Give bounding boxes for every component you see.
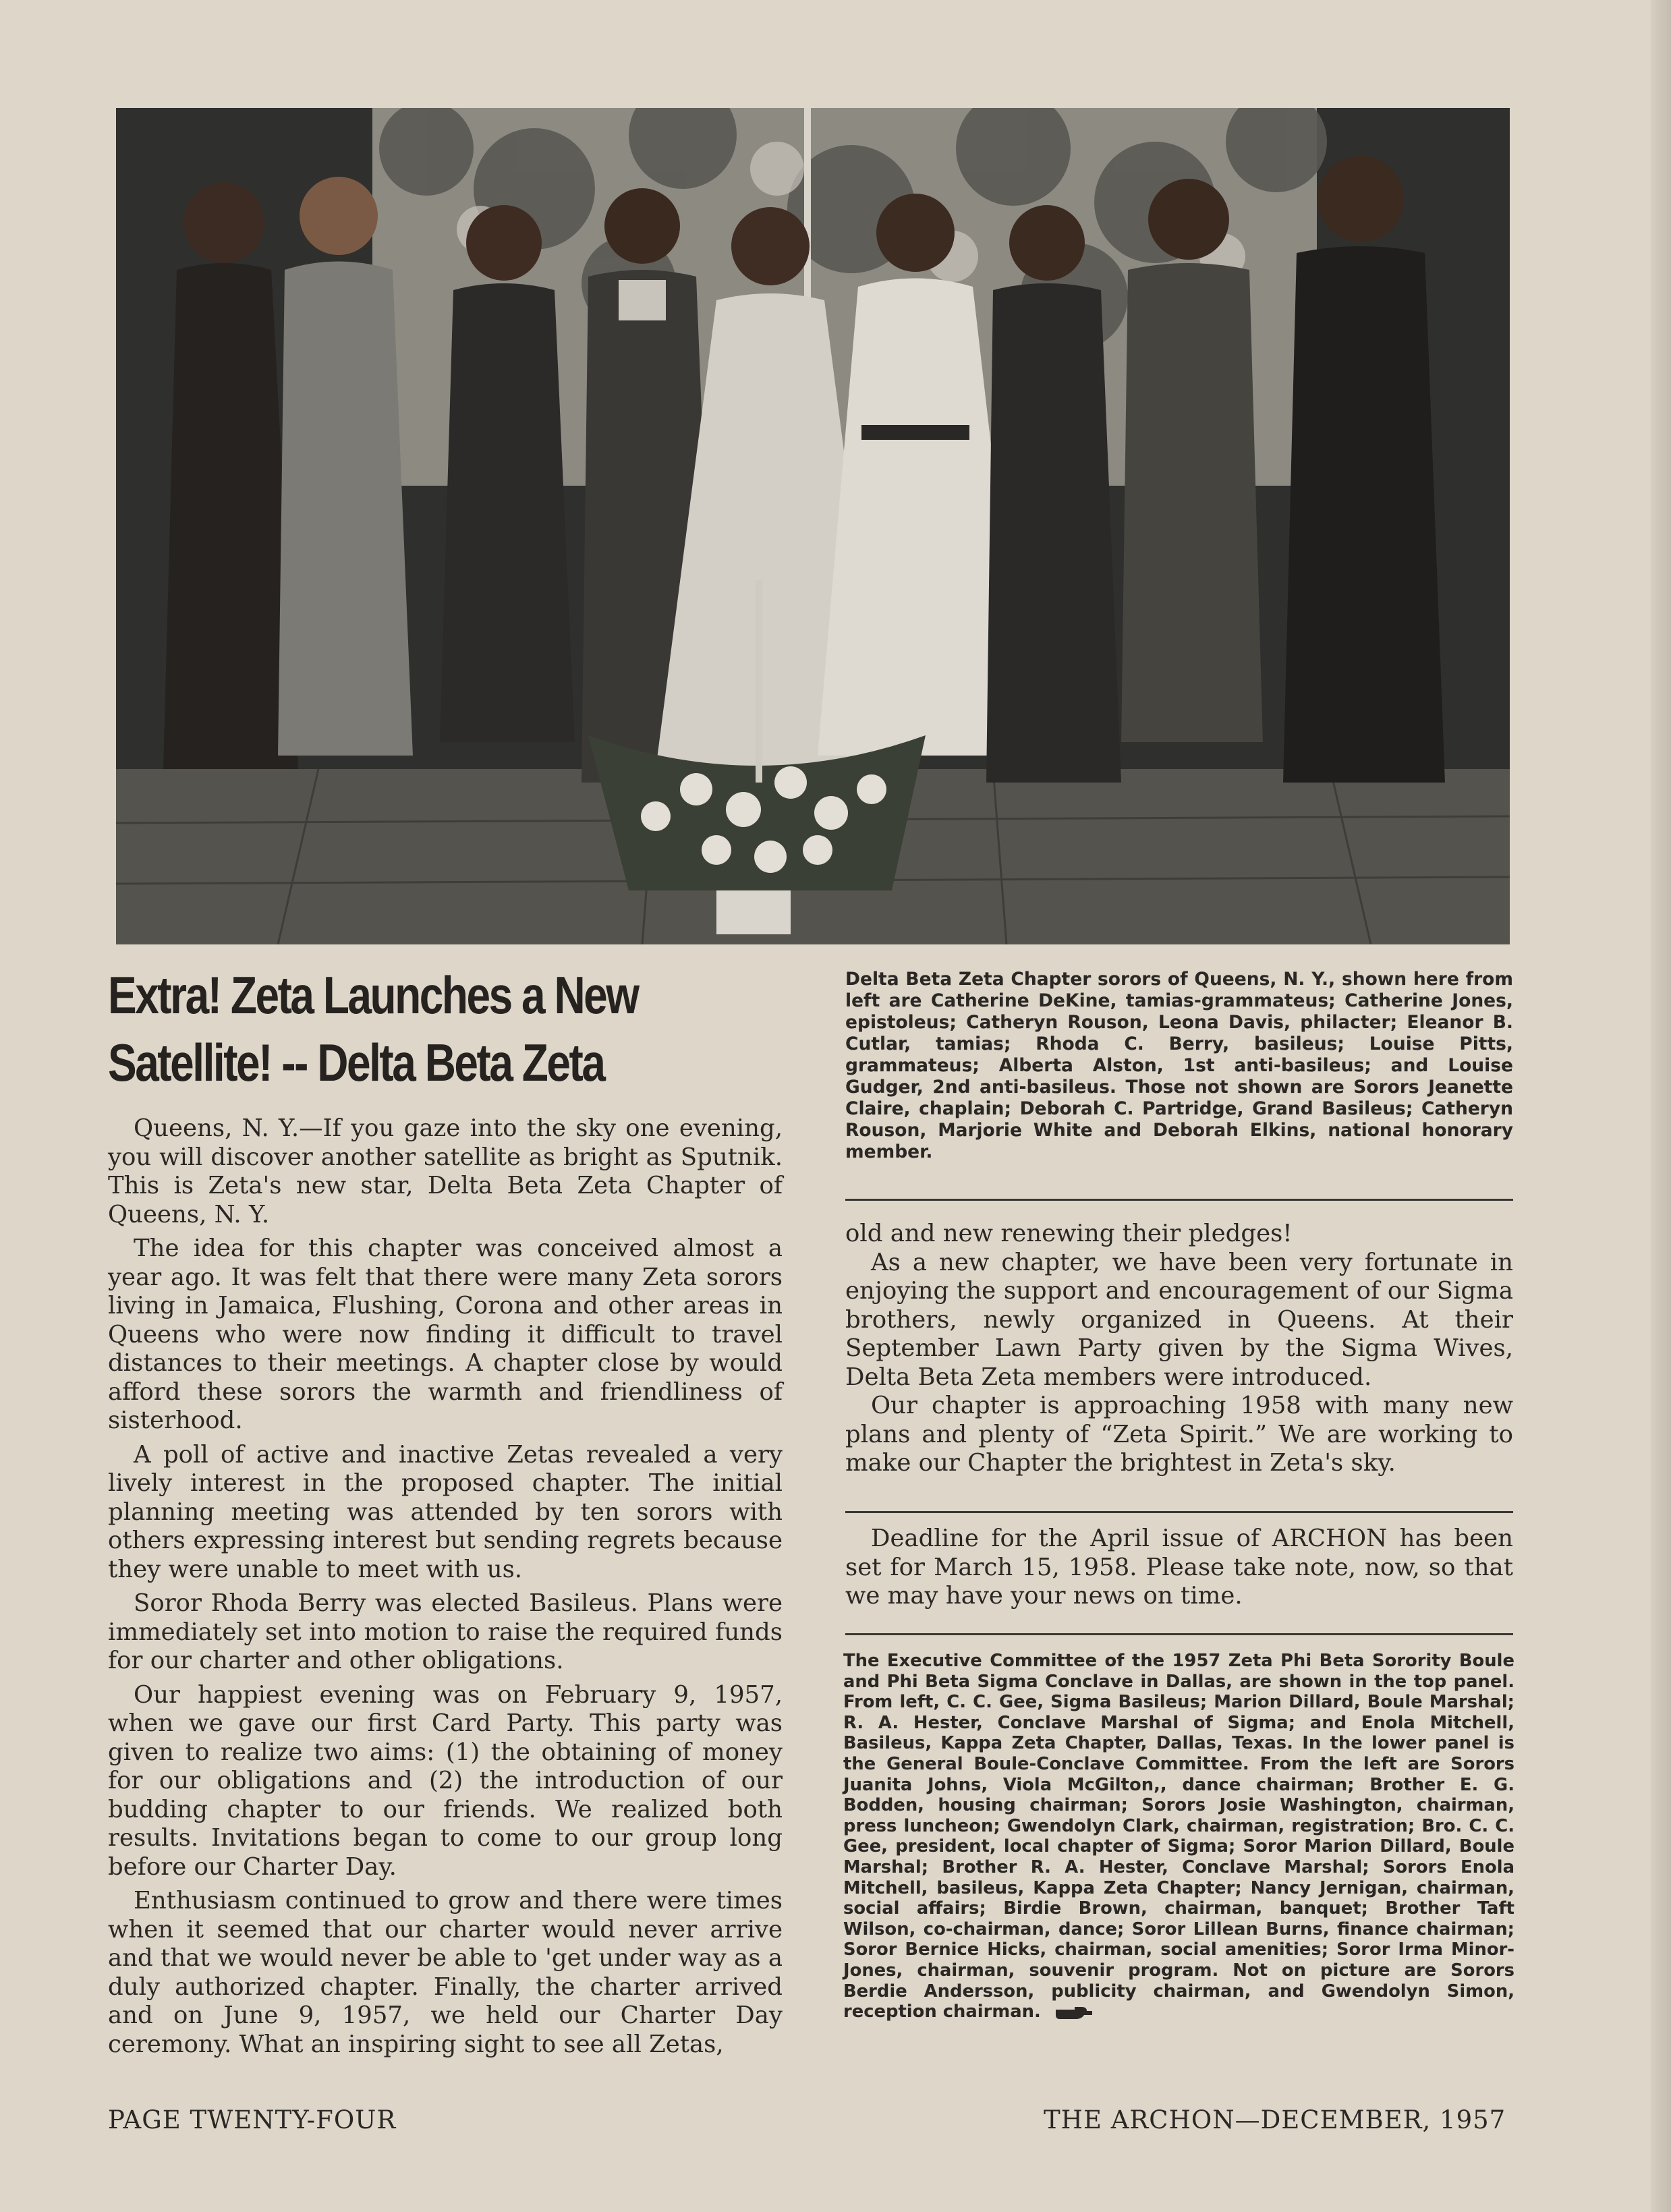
article-paragraph: The idea for this chapter was conceived almost a year ago. It was felt that there were many Zeta sorors living in Jamaica, Flushing, Corona and other areas in Queens who were now finding it difficult to travel distances to their meetings. A chapter close by would afford these sorors the warmth and friendliness of sisterhood. bbox=[108, 1235, 783, 1434]
headline-line-2: Satellite! -- Delta Beta Zeta bbox=[108, 1033, 604, 1092]
issue-label: THE ARCHON—DECEMBER, 1957 bbox=[1044, 2105, 1506, 2134]
divider-rule bbox=[845, 1199, 1513, 1201]
article-paragraph: Our chapter is approaching 1958 with many new plans and plenty of “Zeta Spirit.” We are working to make our Chapter the brightest in Zeta's sky. bbox=[845, 1392, 1513, 1477]
article-headline bbox=[108, 961, 667, 1096]
headline-line-1: Extra! Zeta Launches a New bbox=[108, 965, 638, 1025]
article-paragraph: As a new chapter, we have been very fortunate in enjoying the support and encouragement of our Sigma brothers, newly organized in Queens. At their September Lawn Party given by the Sigma Wives, Delta Beta Zeta members were introduced. bbox=[845, 1248, 1513, 1391]
deadline-text: Deadline for the April issue of ARCHON has been set for March 15, 1958. Please take note, now, so that we may have your news on time. bbox=[845, 1525, 1513, 1610]
group-photo-image bbox=[116, 108, 1510, 944]
committee-caption bbox=[843, 1651, 1514, 2022]
article-paragraph: Enthusiasm continued to grow and there were times when it seemed that our charter would never arrive and that we would never be able to 'get under way as a duly authorized chapter. Finally, the charter arrived and on June 9, 1957, we held our Charter Day ceremony. What an inspiring sight to see all Zetas, bbox=[108, 1887, 783, 2058]
article-paragraph: Queens, N. Y.—If you gaze into the sky one evening, you will discover another satellite as bright as Sputnik. This is Zeta's new star, Delta Beta Zeta Chapter of Queens, N. Y. bbox=[108, 1114, 783, 1228]
article-paragraph: Our happiest evening was on February 9, 1957, when we gave our first Card Party. This party was given to realize two aims: (1) the obtaining of money for our obligations and (2) the introduction of our budding chapter to our friends. We realized both results. Invitations began to come to our group long before our Charter Day. bbox=[108, 1680, 783, 1881]
photo-caption-text: Delta Beta Zeta Chapter sorors of Queens, N. Y., shown here from left are Catherine DeKine, tamias-grammateus; Catherine Jones, epistoleus; Catheryn Rouson, Leona Davis, philacter; Eleanor B. Cutlar, tamias; Rhoda C. Berry, basileus; Louise Pitts, grammateus; Alberta Alston, 1st anti-basileus; and Louise Gudger, 2nd anti-basileus. Those not shown are Sorors Jeanette Claire, chaplain; Deborah C. Partridge, Grand Basileus; Catheryn Rouson, Marjorie White and Deborah Elkins, national honorary member. bbox=[845, 969, 1513, 1162]
divider-rule bbox=[845, 1511, 1513, 1513]
page-edge bbox=[1651, 0, 1671, 2212]
group-photo bbox=[116, 108, 1510, 944]
page-number: PAGE TWENTY-FOUR bbox=[108, 2105, 397, 2134]
article-paragraph: old and new renewing their pledges! bbox=[845, 1220, 1293, 1247]
article-paragraph: Soror Rhoda Berry was elected Basileus. Plans were immediately set into motion to raise the required funds for our charter and other obligations. bbox=[108, 1589, 783, 1674]
deadline-notice bbox=[845, 1525, 1513, 1611]
article-column-right bbox=[845, 1220, 1513, 1478]
photo-caption bbox=[845, 969, 1513, 1163]
article-paragraph: A poll of active and inactive Zetas revealed a very lively interest in the proposed chapter. The initial planning meeting was attended by ten sorors with others expressing interest but sending regrets because they were unable to meet with us. bbox=[108, 1440, 783, 1583]
pointing-hand-icon bbox=[1054, 2005, 1094, 2020]
committee-caption-text: The Executive Committee of the 1957 Zeta Phi Beta Sorority Boule and Phi Beta Sigma Conclave in Dallas, are shown in the top panel. From left, C. C. Gee, Sigma Basileus; Marion Dillard, Boule Marshal; R. A. Hester, Conclave Marshal of Sigma; and Enola Mitchell, Basileus, Kappa Zeta Chapter, Dallas, Texas. In the lower panel is the General Boule-Conclave Committee. From the left are Sorors Juanita Johns, Viola McGilton,, dance chairman; Brother E. G. Bodden, housing chairman; Sorors Josie Washington, chairman, press luncheon; Gwendolyn Clark, chairman, registration; Bro. C. C. Gee, president, local chapter of Sigma; Soror Marion Dillard, Boule Marshal; Brother R. A. Hester, Conclave Marshal; Sorors Enola Mitchell, basileus, Kappa Zeta Chapter; Nancy Jernigan, chairman, social affairs; Birdie Brown, chairman, banquet; Brother Taft Wilson, co-chairman, dance; Soror Lillean Burns, finance chairman; Soror Bernice Hicks, chairman, social amenities; Soror Irma Minor-Jones, chairman, souvenir program. Not on picture are Sorors Berdie Andersson, publicity chairman, and Gwendolyn Simon, reception chairman. bbox=[843, 1651, 1514, 2022]
article-column-left bbox=[108, 1114, 783, 2059]
divider-rule bbox=[845, 1633, 1513, 1635]
